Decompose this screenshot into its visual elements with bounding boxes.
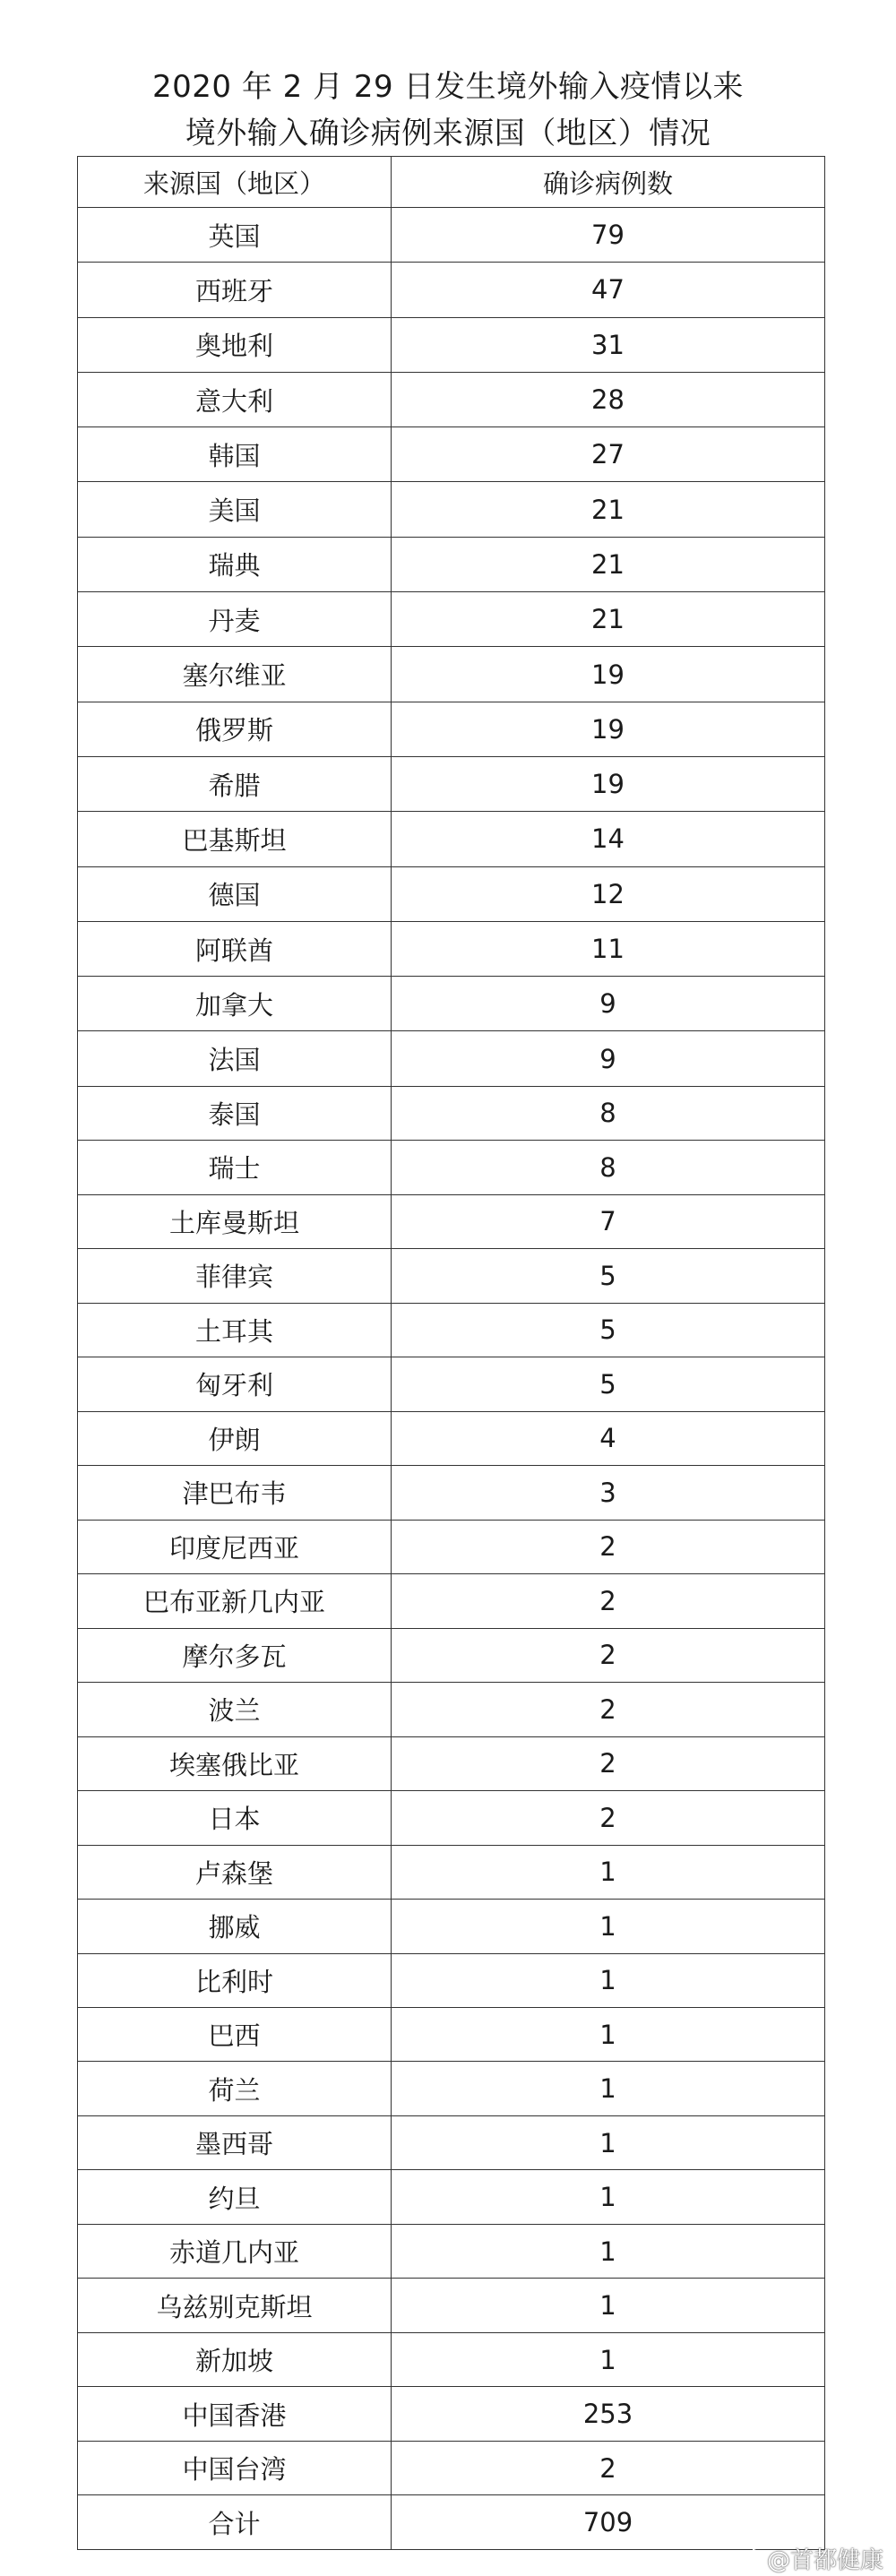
table-row — [78, 2007, 825, 2061]
table-row — [78, 1953, 825, 2007]
cases-cell: 1 — [392, 2115, 825, 2169]
table-row — [78, 702, 825, 756]
cases-cell: 2 — [392, 1791, 825, 1845]
country-cell: 希腊 — [78, 756, 392, 811]
country-cell: 意大利 — [78, 372, 392, 426]
table-row — [78, 2115, 825, 2169]
table-row — [78, 592, 825, 647]
country-cell: 摩尔多瓦 — [78, 1628, 392, 1682]
cases-cell: 1 — [392, 2332, 825, 2386]
country-cell: 瑞典 — [78, 537, 392, 591]
table-header-row — [78, 157, 825, 208]
country-cell: 中国台湾 — [78, 2441, 392, 2494]
country-cell: 巴布亚新几内亚 — [78, 1574, 392, 1628]
weibo-icon — [735, 2546, 762, 2570]
table-row — [78, 208, 825, 263]
country-cell: 乌兹别克斯坦 — [78, 2279, 392, 2332]
cases-cell: 1 — [392, 1900, 825, 1953]
table-row — [78, 2170, 825, 2224]
country-cell: 新加坡 — [78, 2332, 392, 2386]
page-title-line-2: 境外输入确诊病例来源国（地区）情况 — [185, 116, 711, 151]
table-row — [78, 1194, 825, 1248]
table-row — [78, 1845, 825, 1899]
cases-cell: 21 — [392, 537, 825, 591]
cases-cell: 5 — [392, 1357, 825, 1411]
header-country: 来源国（地区） — [78, 157, 392, 208]
cases-cell: 1 — [392, 2062, 825, 2115]
country-cell: 菲律宾 — [78, 1249, 392, 1303]
country-cell: 泰国 — [78, 1086, 392, 1140]
country-cell: 德国 — [78, 866, 392, 921]
country-cell: 瑞士 — [78, 1141, 392, 1194]
country-cell: 津巴布韦 — [78, 1466, 392, 1520]
country-cell: 卢森堡 — [78, 1845, 392, 1899]
table-row — [78, 2495, 825, 2549]
table-row — [78, 866, 825, 921]
table-row — [78, 1791, 825, 1845]
table-row — [78, 2062, 825, 2115]
cases-cell: 1 — [392, 1953, 825, 2007]
cases-cell: 9 — [392, 977, 825, 1031]
country-cell: 韩国 — [78, 427, 392, 482]
table-row — [78, 812, 825, 866]
cases-cell: 19 — [392, 756, 825, 811]
table-body — [78, 208, 825, 2550]
country-cell: 英国 — [78, 208, 392, 263]
country-cell: 加拿大 — [78, 977, 392, 1031]
country-cell: 埃塞俄比亚 — [78, 1736, 392, 1790]
cases-cell: 2 — [392, 1736, 825, 1790]
country-cell: 塞尔维亚 — [78, 647, 392, 702]
country-cell: 荷兰 — [78, 2062, 392, 2115]
table-row — [78, 977, 825, 1031]
table-row — [78, 2279, 825, 2332]
table-row — [78, 1031, 825, 1086]
table-row — [78, 1357, 825, 1411]
table-row — [78, 921, 825, 976]
table-row — [78, 2387, 825, 2441]
cases-cell: 2 — [392, 1628, 825, 1682]
cases-cell: 4 — [392, 1411, 825, 1465]
cases-cell: 5 — [392, 1303, 825, 1357]
cases-cell: 9 — [392, 1031, 825, 1086]
table-row — [78, 647, 825, 702]
country-cell: 巴基斯坦 — [78, 812, 392, 866]
table-row — [78, 1683, 825, 1736]
cases-cell: 31 — [392, 317, 825, 372]
table-row — [78, 1520, 825, 1573]
cases-cell: 7 — [392, 1194, 825, 1248]
cases-cell: 11 — [392, 921, 825, 976]
table-row — [78, 1628, 825, 1682]
table-row — [78, 1249, 825, 1303]
country-cell: 中国香港 — [78, 2387, 392, 2441]
cases-cell: 1 — [392, 1845, 825, 1899]
table-row — [78, 1574, 825, 1628]
cases-cell: 21 — [392, 592, 825, 647]
page-title-line-1: 2020 年 2 月 29 日发生境外输入疫情以来 — [152, 69, 744, 105]
table-row — [78, 1411, 825, 1465]
country-cell: 西班牙 — [78, 263, 392, 317]
table-row — [78, 756, 825, 811]
cases-cell: 47 — [392, 263, 825, 317]
country-cell: 丹麦 — [78, 592, 392, 647]
cases-cell: 1 — [392, 2224, 825, 2278]
watermark-text: @首都健康 — [766, 2546, 883, 2574]
country-cell: 约旦 — [78, 2170, 392, 2224]
cases-cell: 2 — [392, 1683, 825, 1736]
table-row — [78, 2441, 825, 2494]
watermark — [735, 2540, 883, 2576]
table-row — [78, 263, 825, 317]
country-cell: 俄罗斯 — [78, 702, 392, 756]
cases-cell: 253 — [392, 2387, 825, 2441]
country-cell: 合计 — [78, 2495, 392, 2549]
cases-cell: 1 — [392, 2007, 825, 2061]
country-cell: 比利时 — [78, 1953, 392, 2007]
table-row — [78, 482, 825, 537]
cases-cell: 709 — [392, 2495, 825, 2549]
table-row — [78, 317, 825, 372]
country-cell: 土库曼斯坦 — [78, 1194, 392, 1248]
table-row — [78, 1736, 825, 1790]
cases-cell: 3 — [392, 1466, 825, 1520]
cases-cell: 14 — [392, 812, 825, 866]
cases-cell: 2 — [392, 2441, 825, 2494]
table-row — [78, 2224, 825, 2278]
country-cell: 波兰 — [78, 1683, 392, 1736]
country-cell: 印度尼西亚 — [78, 1520, 392, 1573]
country-cell: 巴西 — [78, 2007, 392, 2061]
table-row — [78, 2332, 825, 2386]
cases-cell: 5 — [392, 1249, 825, 1303]
country-cell: 伊朗 — [78, 1411, 392, 1465]
table-row — [78, 372, 825, 426]
header-cases: 确诊病例数 — [392, 157, 825, 208]
table-row — [78, 1466, 825, 1520]
table-row — [78, 427, 825, 482]
cases-cell: 27 — [392, 427, 825, 482]
cases-table — [77, 156, 825, 2550]
table-row — [78, 1303, 825, 1357]
cases-cell: 1 — [392, 2279, 825, 2332]
cases-cell: 1 — [392, 2170, 825, 2224]
cases-cell: 19 — [392, 647, 825, 702]
cases-cell: 19 — [392, 702, 825, 756]
table-row — [78, 537, 825, 591]
country-cell: 赤道几内亚 — [78, 2224, 392, 2278]
cases-cell: 28 — [392, 372, 825, 426]
country-cell: 匈牙利 — [78, 1357, 392, 1411]
country-cell: 美国 — [78, 482, 392, 537]
cases-cell: 12 — [392, 866, 825, 921]
cases-cell: 79 — [392, 208, 825, 263]
table-row — [78, 1900, 825, 1953]
cases-cell: 8 — [392, 1141, 825, 1194]
country-cell: 墨西哥 — [78, 2115, 392, 2169]
table-row — [78, 1086, 825, 1140]
cases-cell: 8 — [392, 1086, 825, 1140]
cases-cell: 2 — [392, 1520, 825, 1573]
country-cell: 奥地利 — [78, 317, 392, 372]
cases-cell: 2 — [392, 1574, 825, 1628]
country-cell: 土耳其 — [78, 1303, 392, 1357]
table-row — [78, 1141, 825, 1194]
cases-cell: 21 — [392, 482, 825, 537]
country-cell: 日本 — [78, 1791, 392, 1845]
country-cell: 阿联酋 — [78, 921, 392, 976]
country-cell: 法国 — [78, 1031, 392, 1086]
country-cell: 挪威 — [78, 1900, 392, 1953]
